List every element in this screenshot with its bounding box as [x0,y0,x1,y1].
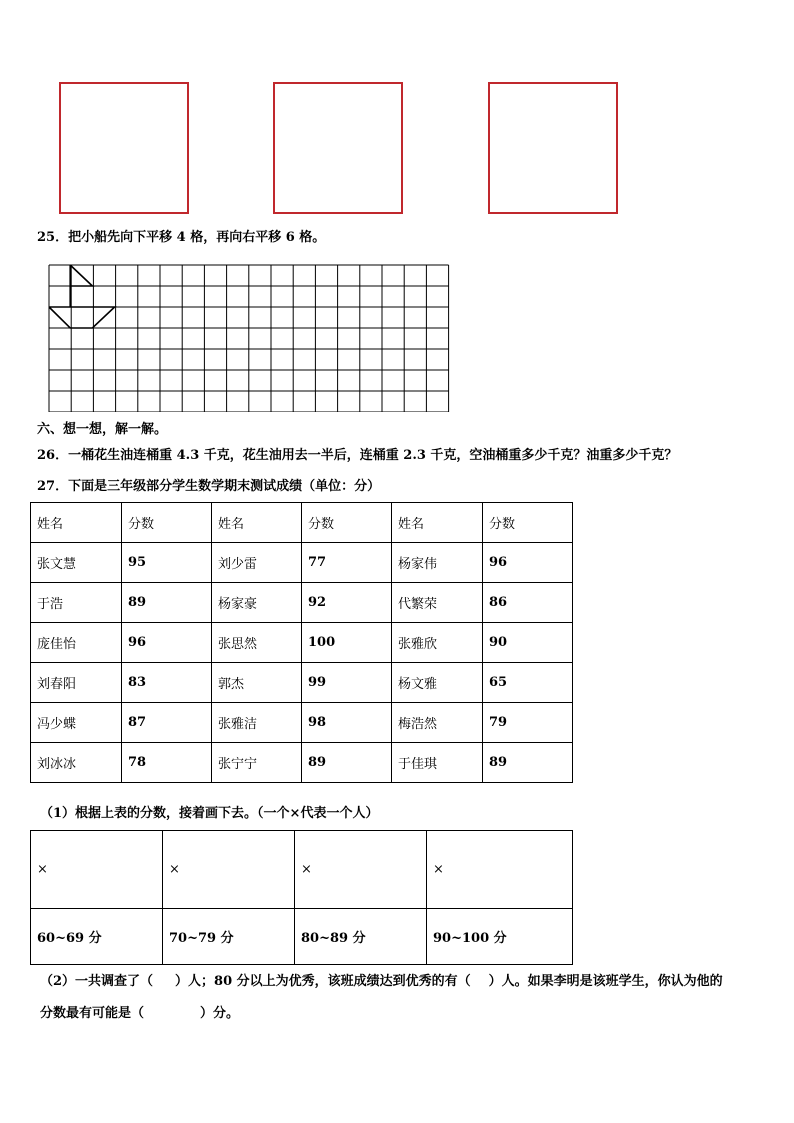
question-27 [37,479,380,495]
student-score: 78 [122,743,212,783]
student-name: 张雅欣 [392,623,483,663]
header-score: 分数 [302,503,392,543]
student-score: 98 [302,703,392,743]
header-score: 分数 [122,503,212,543]
tally-mark: × [31,831,163,909]
student-score: 86 [483,583,573,623]
question-text: 一桶花生油连桶重 4.3 千克，花生油用去一半后，连桶重 2.3 千克，空油桶重多少千克？油重多少千克？ [68,448,678,463]
student-name: 梅浩然 [392,703,483,743]
boat-hull [49,307,115,328]
part-2-line-1 [40,974,723,990]
boat-figure [49,265,115,328]
question-text: 下面是三年级部分学生数学期末测试成绩（单位：分） [68,479,381,494]
boat-sail [70,265,92,286]
student-score: 65 [483,663,573,703]
score-range: 70~79 分 [163,909,295,965]
boat-grid [48,264,452,412]
table-header-row [31,503,573,543]
student-name: 冯少蝶 [31,703,122,743]
score-range: 80~89 分 [295,909,427,965]
question-number: 26． [37,448,69,463]
question-26 [37,448,677,464]
student-name: 张宁宁 [212,743,302,783]
student-name: 杨家豪 [212,583,302,623]
student-score: 89 [302,743,392,783]
student-score: 83 [122,663,212,703]
tally-marks-row [31,831,573,909]
part-2-text: 分数最有可能是（ [40,1006,145,1021]
table-row [31,703,573,743]
student-name: 张雅洁 [212,703,302,743]
student-score: 87 [122,703,212,743]
drawing-box-1 [59,82,189,214]
part-2-text: ）人。如果李明是该班学生，你认为他的 [488,974,723,989]
table-row [31,543,573,583]
student-score: 100 [302,623,392,663]
grid-lines [49,265,449,412]
part-2-line-2 [40,1006,239,1022]
student-name: 刘少雷 [212,543,302,583]
student-name: 代繁荣 [392,583,483,623]
student-name: 于浩 [31,583,122,623]
student-name: 张思然 [212,623,302,663]
student-score: 89 [122,583,212,623]
table-row [31,583,573,623]
section-title: 六、想一想，解一解。 [37,422,168,437]
student-score: 90 [483,623,573,663]
table-row [31,623,573,663]
student-name: 杨家伟 [392,543,483,583]
score-ranges-row [31,909,573,965]
drawing-box-3 [488,82,618,214]
student-name: 刘冰冰 [31,743,122,783]
header-name: 姓名 [212,503,302,543]
tally-mark: × [427,831,573,909]
part-2-text: ）人；80 分以上为优秀，该班成绩达到优秀的有（ [175,974,471,989]
student-name: 刘春阳 [31,663,122,703]
score-range: 60~69 分 [31,909,163,965]
header-name: 姓名 [392,503,483,543]
question-number: 25． [37,230,69,245]
student-score: 95 [122,543,212,583]
student-score: 89 [483,743,573,783]
part-1-instruction: （1）根据上表的分数，接着画下去。（一个×代表一个人） [40,806,379,821]
student-score: 99 [302,663,392,703]
tally-table [30,830,573,965]
table-row [31,663,573,703]
header-name: 姓名 [31,503,122,543]
drawing-box-2 [273,82,403,214]
student-name: 郭杰 [212,663,302,703]
header-score: 分数 [483,503,573,543]
tally-mark: × [295,831,427,909]
part-2-text: ）分。 [200,1006,240,1021]
question-number: 27． [37,479,69,494]
student-name: 于佳琪 [392,743,483,783]
table-row [31,743,573,783]
question-25 [37,230,325,246]
question-text: 把小船先向下平移 4 格，再向右平移 6 格。 [68,230,326,245]
student-score: 92 [302,583,392,623]
part-2-text: （2）一共调查了（ [40,974,154,989]
tally-mark: × [163,831,295,909]
student-name: 杨文雅 [392,663,483,703]
student-score: 96 [122,623,212,663]
student-score: 96 [483,543,573,583]
scores-table [30,502,573,783]
score-range: 90~100 分 [427,909,573,965]
student-score: 79 [483,703,573,743]
student-score: 77 [302,543,392,583]
student-name: 张文慧 [31,543,122,583]
student-name: 庞佳怡 [31,623,122,663]
